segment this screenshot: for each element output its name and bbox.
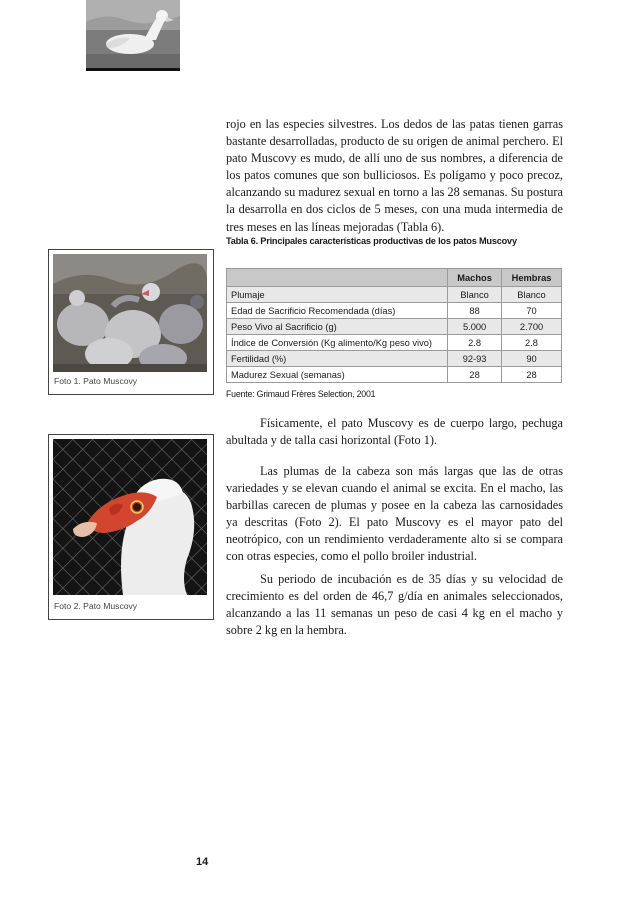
photo-1-frame	[48, 249, 214, 395]
photo-2-duck-head	[53, 439, 207, 595]
table-row	[227, 287, 562, 303]
table-header-blank	[227, 269, 448, 287]
row-machos: 28	[448, 367, 502, 383]
table-row	[227, 351, 562, 367]
photo-1-caption: Foto 1. Pato Muscovy	[54, 376, 138, 386]
row-machos: 2.8	[448, 335, 502, 351]
paragraph-3: Las plumas de la cabeza son más largas que las de otras variedades y se elevan cuando el animal se excita. En el macho, las barbillas carecen de plumas y posee en la cabeza las carnosidades ya descritas (Foto 2). El pato Muscovy es el mayor pato del neotrópico, con un rendimiento verdaderamente alto si se compara con otras especies, como el pollo broiler industrial.	[226, 464, 563, 564]
table-header-row	[227, 269, 562, 287]
table-row	[227, 367, 562, 383]
row-machos: 88	[448, 303, 502, 319]
row-label: Peso Vivo al Sacrificio (g)	[227, 319, 448, 335]
row-hembras: 90	[502, 351, 562, 367]
row-machos: 5.000	[448, 319, 502, 335]
photo-2-frame	[48, 434, 214, 620]
row-hembras: 28	[502, 367, 562, 383]
header-rule	[86, 68, 180, 71]
row-hembras: Blanco	[502, 287, 562, 303]
table-header-machos: Machos	[448, 269, 502, 287]
row-label: Madurez Sexual (semanas)	[227, 367, 448, 383]
paragraph-4: Su periodo de incubación es de 35 días y su velocidad de crecimiento es del orden de 46,7 g/día en animales seleccionados, alcanzando a las 11 semanas un peso de casi 4 kg en el macho y sobre 2 kg en la hembra.	[226, 572, 563, 638]
row-hembras: 2.8	[502, 335, 562, 351]
row-machos: Blanco	[448, 287, 502, 303]
row-label: Índice de Conversión (Kg alimento/Kg peso vivo)	[227, 335, 448, 351]
table-header-hembras: Hembras	[502, 269, 562, 287]
header-duck-photo	[86, 0, 180, 68]
characteristics-table	[226, 268, 562, 383]
table-row	[227, 303, 562, 319]
paragraph-1: rojo en las especies silvestres. Los dedos de las patas tienen garras bastante desarrolladas, producto de su origen de animal perchero. El pato Muscovy es mudo, de allí uno de sus nombres, a diferencia de los patos comunes que son bulliciosos. Es polígamo y poco precoz, alcanzando su madurez sexual en torno a las 28 semanas. Su postura la desarrolla en dos ciclos de 5 meses, con una muda intermedia de tres meses en las líneas mejoradas (Tabla 6).	[226, 117, 563, 234]
row-machos: 92-93	[448, 351, 502, 367]
row-hembras: 2.700	[502, 319, 562, 335]
table-row	[227, 319, 562, 335]
row-label: Plumaje	[227, 287, 448, 303]
paragraph-2: Físicamente, el pato Muscovy es de cuerpo largo, pechuga abultada y de talla casi horizontal (Foto 1).	[226, 416, 563, 448]
row-label: Fertilidad (%)	[227, 351, 448, 367]
table-source: Fuente: Grimaud Frères Selection, 2001	[226, 389, 376, 399]
page-number: 14	[196, 856, 209, 868]
photo-1-ducks-group	[53, 254, 207, 372]
photo-2-caption: Foto 2. Pato Muscovy	[54, 601, 138, 611]
row-hembras: 70	[502, 303, 562, 319]
row-label: Edad de Sacrificio Recomendada (días)	[227, 303, 448, 319]
table-title: Tabla 6. Principales características productivas de los patos Muscovy	[226, 236, 517, 246]
table-row	[227, 335, 562, 351]
